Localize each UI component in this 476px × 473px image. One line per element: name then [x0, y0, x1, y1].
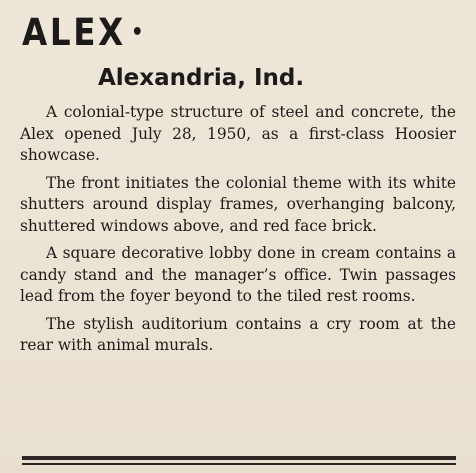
paragraph-1: A colonial-type structure of steel and concrete, the Alex opened July 28, 1950, as a first-class Hoosier showcase. — [20, 103, 456, 164]
paragraph-3: A square decorative lobby done in cream contains a candy stand and the manager’s office. Twin passages lead from the foyer beyond to the tiled rest rooms. — [20, 244, 456, 305]
location-subheading: Alexandria, Ind. — [98, 65, 305, 91]
heading-bullet: • — [131, 20, 144, 45]
paragraph-2: The front initiates the colonial theme with its white shutters around display frames, overhanging balcony, shuttered windows above, and red face brick. — [20, 173, 456, 235]
bottom-rule-thin — [22, 463, 456, 465]
paragraph-4: The stylish auditorium contains a cry room at the rear with animal murals. — [20, 314, 456, 354]
theatre-name-heading — [22, 8, 144, 58]
bottom-rule-thick — [22, 456, 456, 460]
theatre-name: ALEX — [22, 11, 126, 54]
article-body — [20, 102, 456, 363]
